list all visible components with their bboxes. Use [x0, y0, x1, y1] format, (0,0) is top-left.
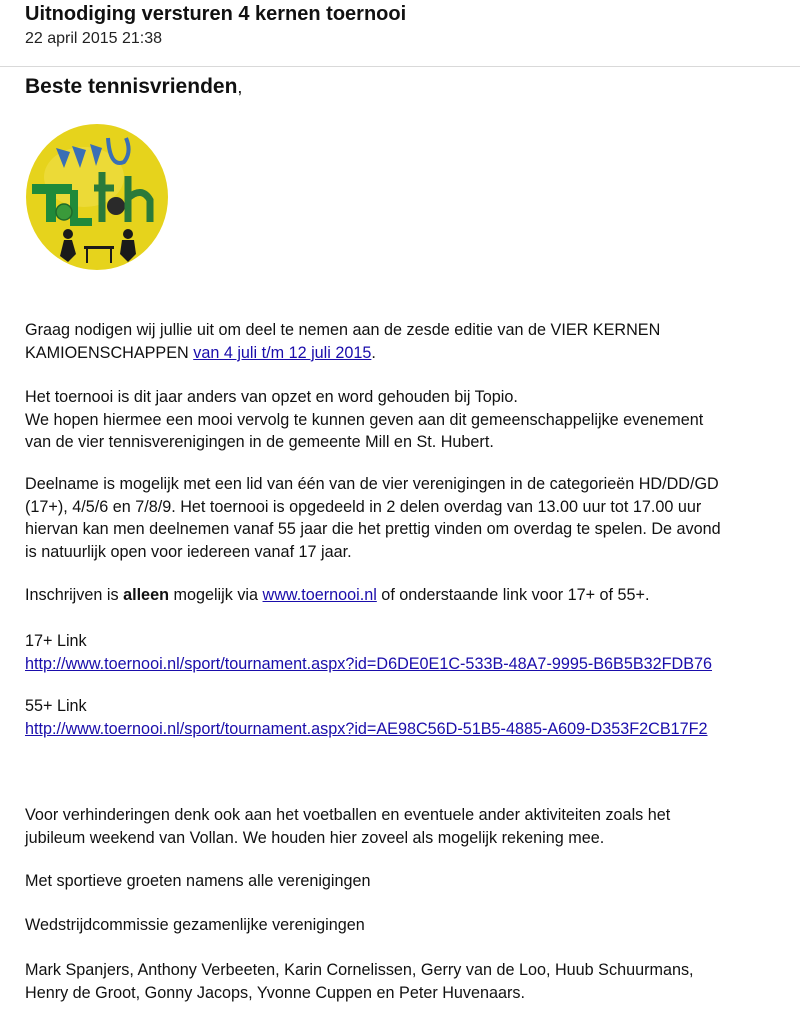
registration-text-post: of onderstaande link voor 17+ of 55+. [376, 586, 650, 604]
link-55-url-line [25, 718, 795, 741]
paragraph-participation [25, 473, 795, 563]
signatures-line-1: Mark Spanjers, Anthony Verbeeten, Karin Cornelissen, Gerry van de Loo, Huub Schuurmans, [25, 961, 694, 979]
participation-line-3: hiervan kan men deelnemen vanaf 55 jaar die het prettig vinden om overdag te spelen. De avond [25, 520, 721, 538]
registration-line [25, 584, 795, 607]
closing-line: Met sportieve groeten namens alle verenigingen [25, 872, 371, 890]
committee-line: Wedstrijdcommissie gezamenlijke verenigingen [25, 916, 365, 934]
registration-text-bold: alleen [123, 586, 169, 604]
greeting-punct: , [237, 77, 243, 97]
registration-text-pre: Inschrijven is [25, 586, 124, 604]
paragraph-other-activities [25, 804, 795, 849]
paragraph-committee [25, 914, 795, 937]
participation-line-2: (17+), 4/5/6 en 7/8/9. Het toernooi is opgedeeld in 2 delen overdag van 13.00 uur tot 17.00 uur [25, 497, 702, 516]
participation-line-4: is natuurlijk open voor iedereen vanaf 17 jaar. [25, 542, 352, 561]
paragraph-location [25, 386, 795, 454]
signatures-line-2: Henry de Groot, Gonny Jacops, Yvonne Cuppen en Peter Huvenaars. [25, 983, 526, 1002]
activities-line-2: jubileum weekend van Vollan. We houden hier zoveel als mogelijk rekening mee. [25, 828, 605, 847]
paragraph-invitation [25, 319, 795, 364]
paragraph-closing [25, 870, 795, 893]
invitation-line-2-end: . [371, 343, 376, 362]
location-line-3: van de vier tennisverenigingen in de gemeente Mill en St. Hubert. [25, 433, 494, 451]
paragraph-registration [25, 584, 795, 607]
paragraph-link-55 [25, 695, 795, 740]
paragraph-link-17 [25, 630, 795, 675]
location-line-2: We hopen hiermee een mooi vervolg te kunnen geven aan dit gemeenschappelijke evenement [25, 410, 704, 429]
link-17-label: 17+ Link [25, 632, 87, 650]
email-date: 22 april 2015 21:38 [25, 30, 162, 47]
tennis-club-logo-icon [24, 122, 170, 272]
activities-line-1: Voor verhinderingen denk ook aan het voetballen en eventuele ander aktiviteiten zoals het [25, 806, 671, 824]
greeting [25, 75, 242, 99]
invitation-line-1: Graag nodigen wij jullie uit om deel te nemen aan de zesde editie van de VIER KERNEN [25, 321, 661, 339]
link-55-label: 55+ Link [25, 697, 87, 715]
link-55-url[interactable]: http://www.toernooi.nl/sport/tournament.aspx?id=AE98C56D-51B5-4885-A609-D353F2CB17F2 [25, 719, 708, 738]
participation-line-1: Deelname is mogelijk met een lid van één van de vier verenigingen in de categorieën HD/DD/GD [25, 475, 719, 493]
toernooi-website-link[interactable]: www.toernooi.nl [262, 586, 377, 604]
tournament-dates-link[interactable]: van 4 juli t/m 12 juli 2015 [193, 343, 372, 362]
invitation-line-2 [25, 342, 795, 365]
paragraph-signatures [25, 959, 795, 1004]
location-line-1: Het toernooi is dit jaar anders van opzet en word gehouden bij Topio. [25, 388, 518, 406]
link-17-url-line [25, 653, 795, 676]
greeting-text: Beste tennisvrienden [25, 75, 238, 98]
registration-text-mid: mogelijk via [168, 586, 263, 604]
email-header [0, 0, 800, 67]
link-17-url[interactable]: http://www.toernooi.nl/sport/tournament.aspx?id=D6DE0E1C-533B-48A7-9995-B6B5B32FDB76 [25, 654, 713, 673]
invitation-line-2-text: KAMIOENSCHAPPEN [25, 343, 194, 362]
email-subject: Uitnodiging versturen 4 kernen toernooi [25, 3, 407, 25]
